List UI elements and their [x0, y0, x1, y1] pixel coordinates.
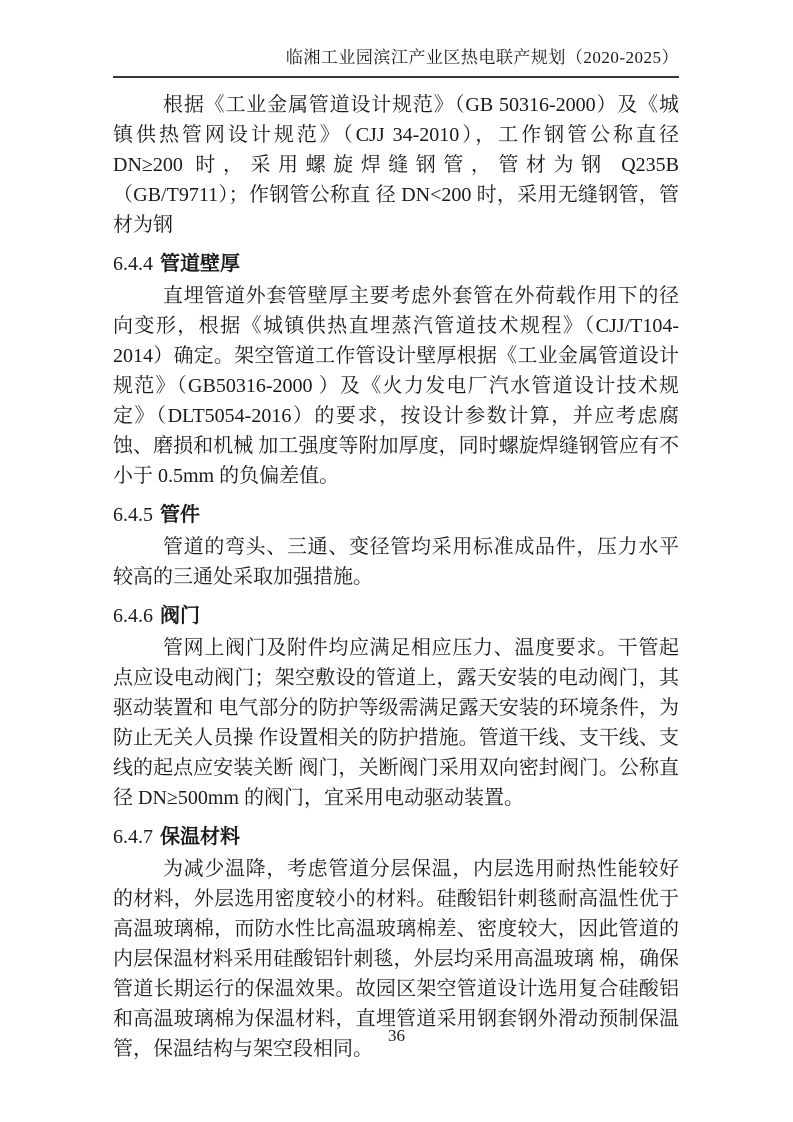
header-title: 临湘工业园滨江产业区热电联产规划（2020-2025） — [285, 48, 679, 67]
document-content — [113, 90, 679, 1064]
paragraph-pipe-material: 根据《工业金属管道设计规范》（GB 50316-2000）及《城镇供热管网设计规范》（CJJ 34-2010），工作钢管公称直径 DN≥200 时，采用螺旋焊缝钢管，管材为钢 Q235B（GB/T9711）；作钢管公称直 径 DN<200 时，采用无缝钢管，管材为钢 — [113, 94, 679, 236]
section-heading-644 — [113, 249, 679, 279]
section-title: 管道壁厚 — [160, 253, 240, 275]
paragraph-wall-thickness: 直埋管道外套管壁厚主要考虑外套管在外荷载作用下的径向变形，根据《城镇供热直埋蒸汽管道技术规程》（CJJ/T104-2014）确定。架空管道工作管设计壁厚根据《工业金属管道设计规范》（GB50316-2000 ）及《火力发电厂汽水管道设计技术规定》（DLT5054-2016）的要求，按设计参数计算，并应考虑腐蚀、磨损和机械 加工强度等附加厚度，同时螺旋焊缝钢管应有不小于 0.5mm 的负偏差值。 — [113, 285, 679, 487]
section-number: 6.4.6 — [113, 605, 153, 627]
section-number: 6.4.5 — [113, 504, 153, 526]
page-footer — [0, 1024, 793, 1048]
page-header — [113, 46, 679, 78]
section-title: 管件 — [160, 504, 200, 526]
section-number: 6.4.4 — [113, 253, 153, 275]
paragraph-fittings: 管道的弯头、三通、变径管均采用标准成品件，压力水平较高的三通处采取加强措施。 — [113, 536, 679, 588]
section-heading-646 — [113, 601, 679, 631]
section-title: 保温材料 — [160, 826, 240, 848]
section-title: 阀门 — [160, 605, 200, 627]
section-heading-647 — [113, 822, 679, 852]
paragraph-valves: 管网上阀门及附件均应满足相应压力、温度要求。干管起点应设电动阀门；架空敷设的管道上，露天安装的电动阀门，其驱动装置和 电气部分的防护等级需满足露天安装的环境条件，为防止无关人员操 作设置相关的防护措施。管道干线、支干线、支线的起点应安装关断 阀门，关断阀门采用双向密封阀门。公称直径 DN≥500mm 的阀门，宜采用电动驱动装置。 — [113, 637, 679, 809]
section-number: 6.4.7 — [113, 826, 153, 848]
paragraph-insulation: 为减少温降，考虑管道分层保温，内层选用耐热性能较好的材料，外层选用密度较小的材料。硅酸铝针刺毯耐高温性优于高温玻璃棉，而防水性比高温玻璃棉差、密度较大，因此管道的内层保温材料采用硅酸铝针刺毯，外层均采用高温玻璃 棉，确保管道长期运行的保温效果。故园区架空管道设计选用复合硅酸铝和高温玻璃棉为保温材料，直埋管道采用钢套钢外滑动预制保温管，保温结构与架空段相同。 — [113, 858, 679, 1060]
page-number: 36 — [388, 1026, 405, 1045]
section-heading-645 — [113, 500, 679, 530]
